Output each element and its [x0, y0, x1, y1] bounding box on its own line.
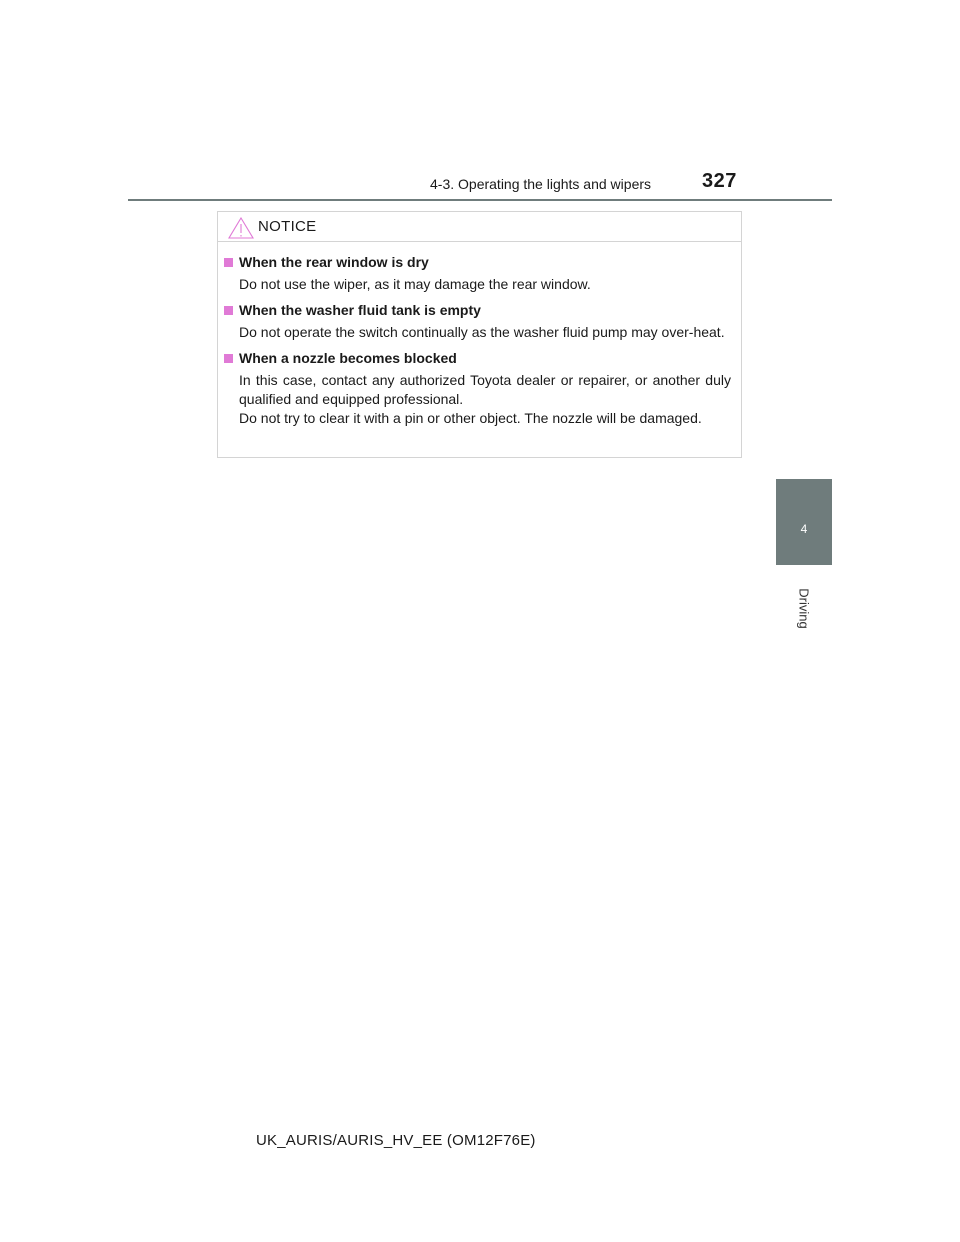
- notice-item-text: In this case, contact any authorized Toyota dealer or repairer, or another duly qualified and equipped professional.: [239, 372, 731, 407]
- chapter-label: Driving: [796, 587, 812, 629]
- bullet-square-icon: [224, 258, 233, 267]
- notice-item-text: Do not try to clear it with a pin or other object. The nozzle will be damaged.: [239, 410, 702, 426]
- header-divider: [128, 199, 832, 201]
- notice-item-text: Do not operate the switch continually as the washer fluid pump may over-heat.: [239, 324, 725, 340]
- notice-item: [224, 301, 731, 342]
- notice-item-heading: When the washer fluid tank is empty: [239, 302, 481, 318]
- notice-body: [218, 242, 741, 428]
- notice-box: [217, 211, 742, 458]
- bullet-square-icon: [224, 306, 233, 315]
- model-code-footer: UK_AURIS/AURIS_HV_EE (OM12F76E): [256, 1132, 536, 1149]
- notice-item-heading: When a nozzle becomes blocked: [239, 350, 457, 366]
- section-title: 4-3. Operating the lights and wipers: [430, 176, 652, 192]
- warning-triangle-icon: [228, 217, 254, 239]
- chapter-label-container: [770, 578, 838, 638]
- notice-item: [224, 253, 731, 294]
- notice-title: NOTICE: [258, 218, 317, 235]
- bullet-square-icon: [224, 354, 233, 363]
- page-number: 327: [702, 170, 737, 192]
- chapter-tab: [776, 479, 832, 565]
- notice-header: [218, 212, 741, 242]
- chapter-number: 4: [800, 522, 808, 536]
- notice-item: [224, 349, 731, 428]
- notice-item-text: Do not use the wiper, as it may damage the rear window.: [239, 276, 591, 292]
- notice-item-heading: When the rear window is dry: [239, 254, 429, 270]
